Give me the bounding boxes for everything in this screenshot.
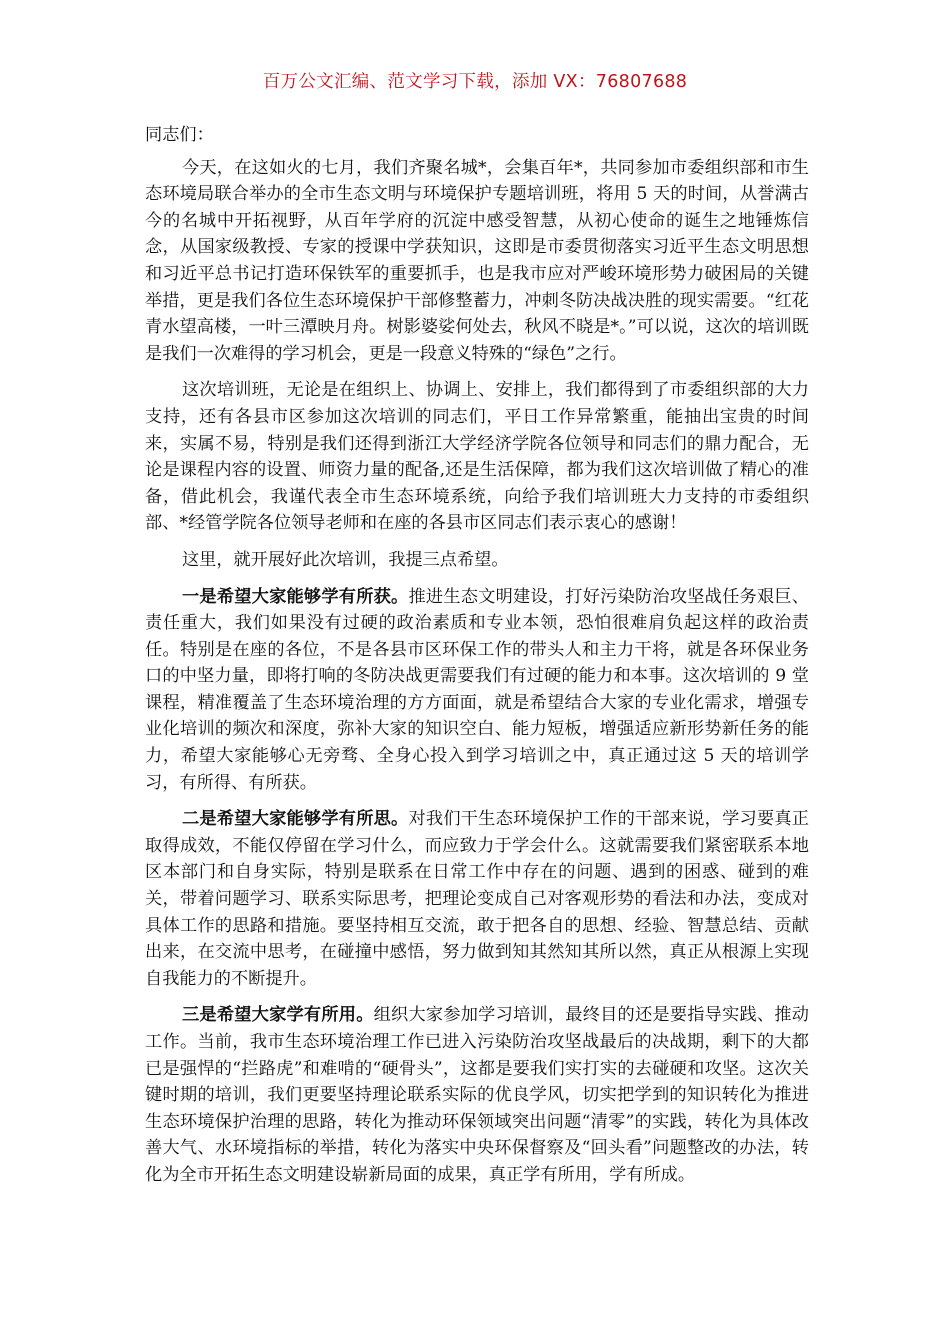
- paragraph-lead: 一是希望大家能够学有所获。: [181, 586, 409, 607]
- paragraph-text: 这次培训班，无论是在组织上、协调上、安排上，我们都得到了市委组织部的大力支持，还有各县市区参加这次培训的同志们，平日工作异常繁重，能抽出宝贵的时间来，实属不易，特别是我们还得到浙江大学经济学院各位领导和同志们的鼎力配合，无论是课程内容的设置、师资力量的配备,还是生活保障，都为我们这次培训做了精心的准备，借此机会，我谨代表全市生态环境系统，向给予我们培训班大力支持的市委组织部、*经管学院各位领导老师和在座的各县市区同志们表示衷心的感谢！: [145, 380, 809, 534]
- paragraph-hope-3: [145, 1002, 809, 1188]
- paragraph-opening: [145, 155, 809, 368]
- salutation: 同志们：: [145, 125, 214, 145]
- paragraph-lead: 二是希望大家能够学有所思。: [181, 809, 409, 830]
- paragraph-text: 今天，在这如火的七月，我们齐聚名城*，会集百年*，共同参加市委组织部和市生态环境局联合举办的全市生态文明与环境保护专题培训班，将用 5 天的时间，从誉满古今的名城中开拓视野，从百年学府的沉淀中感受智慧，从初心使命的诞生之地锤炼信念，从国家级教授、专家的授课中学获知识，这即是市委贯彻落实习近平生态文明思想和习近平总书记打造环保铁军的重要抓手，也是我市应对严峻环境形势力破困局的关键举措，更是我们各位生态环境保护干部修整蓄力，冲刺冬防决战决胜的现实需要。“红花青水望高楼，一叶三潭映月舟。树影婆娑何处去，秋风不晓是*。”可以说，这次的培训既是我们一次难得的学习机会，更是一段意义特殊的“绿色”之行。: [145, 157, 809, 364]
- document-body: [145, 122, 809, 1199]
- paragraph-text: 这里，就开展好此次培训，我提三点希望。: [181, 549, 509, 570]
- paragraph-intro-hopes: [145, 547, 809, 574]
- paragraph-text: 对我们干生态环境保护工作的干部来说，学习要真正取得成效，不能仅停留在学习什么，而应致力于学会什么。这就需要我们紧密联系本地区本部门和自身实际，特别是联系在日常工作中存在的问题、遇到的困惑、碰到的难关，带着问题学习、联系实际思考，把理论变成自己对客观形势的看法和办法，变成对具体工作的思路和措施。要坚持相互交流，敢于把各自的思想、经验、智慧总结、贡献出来，在交流中思考，在碰撞中感悟，努力做到知其然知其所以然，真正从根源上实现自我能力的不断提升。: [145, 809, 809, 989]
- paragraph-text: 组织大家参加学习培训，最终目的还是要指导实践、推动工作。当前，我市生态环境治理工作已进入污染防治攻坚战最后的决战期，剩下的大都已是强悍的“拦路虎”和难啃的“硬骨头”，这都是要我们实打实的去碰硬和攻坚。这次关键时期的培训，我们更要坚持理论联系实际的优良学风，切实把学到的知识转化为推进生态环境保护治理的思路，转化为推动环保领域突出问题“清零”的实践，转化为具体改善大气、水环境指标的举措，转化为落实中央环保督察及“回头看”问题整改的办法，转化为全市开拓生态文明建设崭新局面的成果，真正学有所用，学有所成。: [145, 1005, 809, 1185]
- paragraph-hope-2: [145, 806, 809, 992]
- paragraph-hope-1: [145, 584, 809, 797]
- paragraph-thanks: [145, 377, 809, 537]
- paragraph-lead: 三是希望大家学有所用。: [181, 1005, 374, 1026]
- paragraph-text: 推进生态文明建设，打好污染防治攻坚战任务艰巨、责任重大，我们如果没有过硬的政治素质和专业本领，恐怕很难肩负起这样的政治责任。特别是在座的各位，不是各县市区环保工作的带头人和主力干将，就是各环保业务口的中坚力量，即将打响的冬防决战更需要我们有过硬的能力和本事。这次培训的 9 堂课程，精准覆盖了生态环境治理的方方面面，就是希望结合大家的专业化需求，增强专业化培训的频次和深度，弥补大家的知识空白、能力短板，增强适应新形势新任务的能力，希望大家能够心无旁骛、全身心投入到学习培训之中，真正通过这 5 天的培训学习，有所得、有所获。: [145, 586, 809, 793]
- watermark-banner: 百万公文汇编、范文学习下载，添加 VX：76807688: [262, 72, 688, 92]
